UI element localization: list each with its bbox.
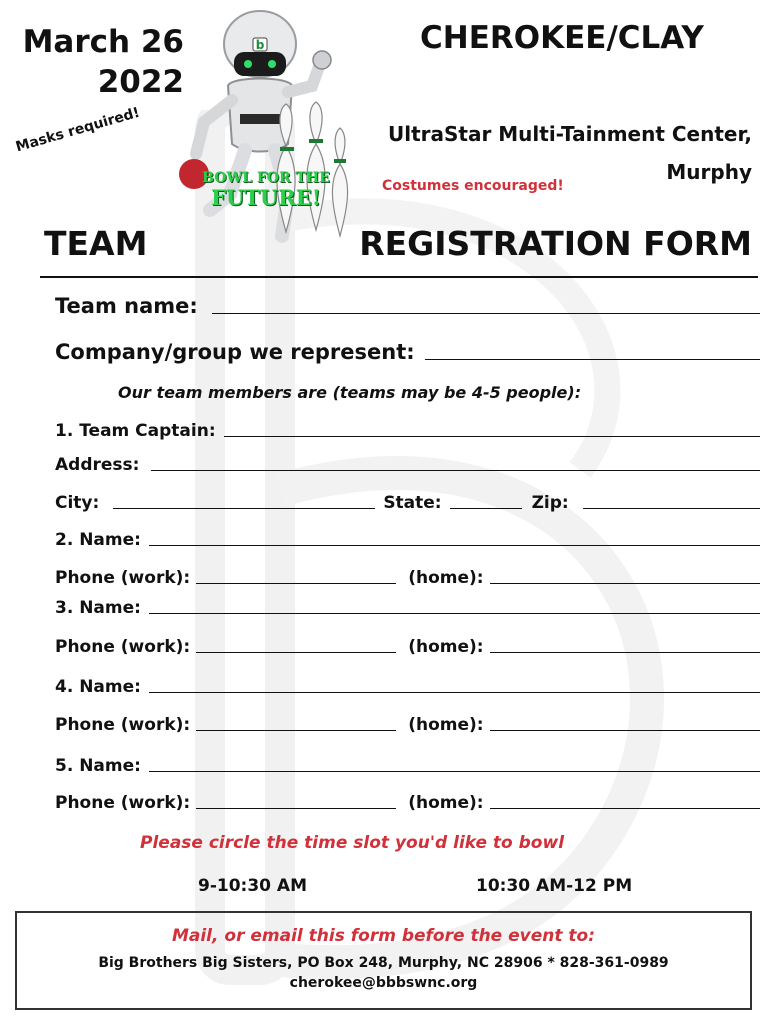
member-3-name-field — [55, 598, 760, 618]
city-line[interactable] — [113, 508, 375, 509]
company-line[interactable] — [425, 359, 760, 360]
member-4-label: 4. Name: — [55, 677, 141, 697]
member-4-line[interactable] — [149, 692, 760, 693]
mailing-heading: Mail, or email this form before the event to: — [171, 926, 596, 946]
phone-work-line[interactable] — [196, 730, 396, 731]
phone-home-line[interactable] — [490, 652, 760, 653]
member-5-line[interactable] — [149, 771, 760, 772]
phone-home-label: (home): — [408, 715, 484, 735]
phone-home-line[interactable] — [490, 808, 760, 809]
logo-line-2: FUTURE! — [211, 185, 321, 210]
company-label: Company/group we represent: — [55, 340, 415, 364]
phone-work-line[interactable] — [196, 652, 396, 653]
captain-label: 1. Team Captain: — [55, 421, 216, 441]
member-2-name-field — [55, 530, 760, 550]
phone-work-label: Phone (work): — [55, 568, 191, 588]
member-2-phone-field — [55, 568, 760, 588]
phone-home-label: (home): — [408, 568, 484, 588]
member-2-label: 2. Name: — [55, 530, 141, 550]
contact-email[interactable]: cherokee@bbbswnc.org — [289, 975, 478, 991]
member-3-phone-field — [55, 637, 760, 657]
member-3-line[interactable] — [149, 613, 760, 614]
address-field — [55, 455, 760, 475]
county-heading: CHEROKEE/CLAY — [420, 20, 704, 56]
captain-line[interactable] — [224, 436, 760, 437]
phone-home-label: (home): — [408, 637, 484, 657]
robot-badge: b — [255, 38, 265, 52]
team-name-line[interactable] — [212, 313, 760, 314]
phone-work-label: Phone (work): — [55, 793, 191, 813]
title-registration-form: REGISTRATION FORM — [359, 224, 752, 263]
city-state-zip-field — [55, 493, 760, 513]
time-slot-instruction: Please circle the time slot you'd like to bowl — [140, 833, 565, 853]
member-4-phone-field — [55, 715, 760, 735]
date-line-2: 2022 — [97, 64, 184, 100]
phone-home-line[interactable] — [490, 730, 760, 731]
phone-work-label: Phone (work): — [55, 637, 191, 657]
bowl-for-the-future-logo — [186, 168, 346, 208]
title-divider — [40, 276, 758, 278]
venue-name: UltraStar Multi-Tainment Center, — [387, 122, 752, 146]
address-line[interactable] — [151, 470, 760, 471]
date-line-1: March 26 — [22, 24, 184, 60]
member-5-phone-field — [55, 793, 760, 813]
title-team: TEAM — [44, 224, 148, 263]
phone-work-label: Phone (work): — [55, 715, 191, 735]
address-label: Address: — [55, 455, 140, 475]
member-5-name-field — [55, 756, 760, 776]
phone-home-line[interactable] — [490, 583, 760, 584]
costumes-note: Costumes encouraged! — [382, 178, 564, 194]
member-4-name-field — [55, 677, 760, 697]
state-label: State: — [383, 493, 442, 513]
team-name-label: Team name: — [55, 294, 198, 318]
phone-work-line[interactable] — [196, 808, 396, 809]
team-members-note: Our team members are (teams may be 4-5 people): — [118, 383, 582, 402]
captain-field — [55, 421, 760, 441]
state-line[interactable] — [450, 508, 522, 509]
masks-note: Masks required! — [14, 104, 142, 156]
event-date — [18, 22, 184, 102]
company-field — [55, 340, 760, 364]
phone-home-label: (home): — [408, 793, 484, 813]
logo-line-1: BOWL FOR THE — [202, 170, 330, 186]
city-label: City: — [55, 493, 100, 513]
member-5-label: 5. Name: — [55, 756, 141, 776]
time-slot-early[interactable]: 9-10:30 AM — [198, 876, 307, 896]
venue-city: Murphy — [666, 160, 752, 184]
phone-work-line[interactable] — [196, 583, 396, 584]
mailing-address: Big Brothers Big Sisters, PO Box 248, Murphy, NC 28906 * 828-361-0989 — [98, 955, 669, 971]
zip-label: Zip: — [531, 493, 569, 513]
zip-line[interactable] — [583, 508, 760, 509]
time-slot-late[interactable]: 10:30 AM-12 PM — [476, 876, 633, 896]
member-2-line[interactable] — [149, 545, 760, 546]
team-name-field — [55, 294, 760, 318]
member-3-label: 3. Name: — [55, 598, 141, 618]
mailing-info-box — [15, 911, 752, 1010]
